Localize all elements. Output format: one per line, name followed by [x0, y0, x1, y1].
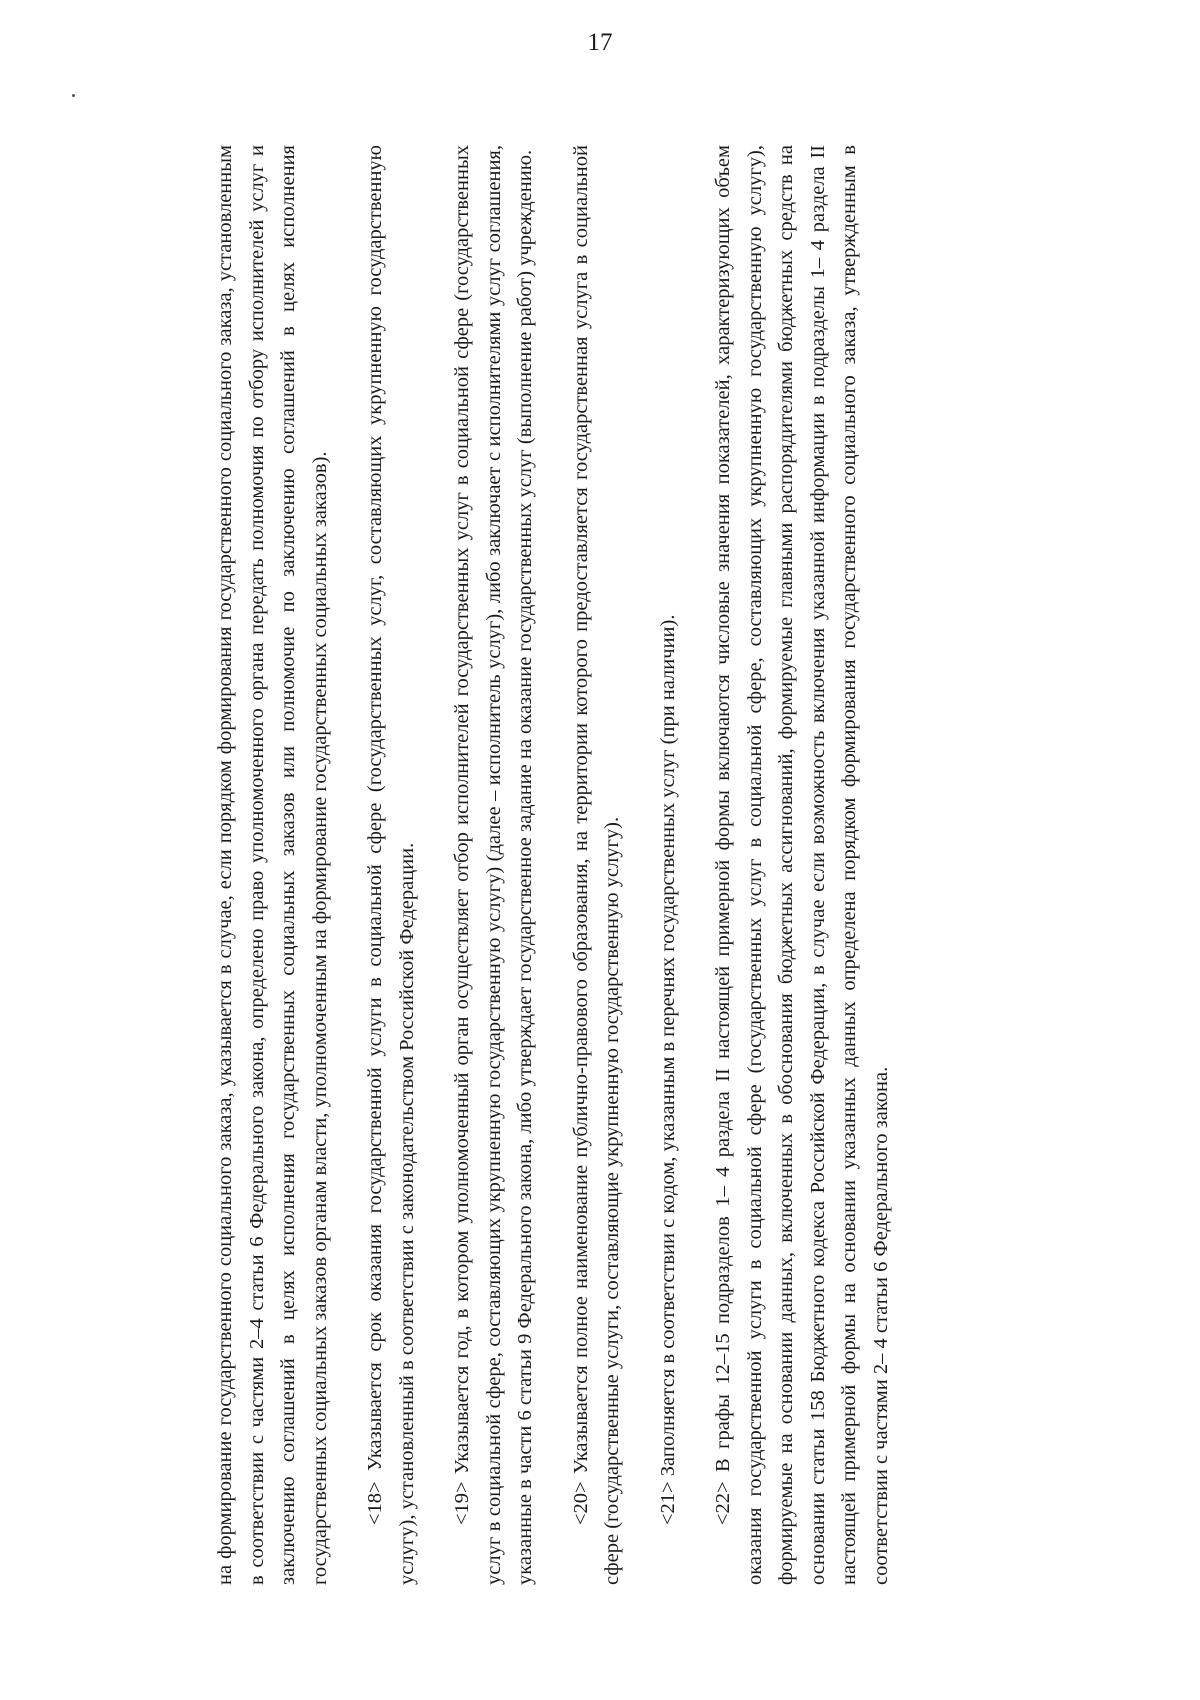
- page-number: 17: [587, 29, 613, 56]
- scan-speck: [72, 94, 75, 97]
- paragraph-continuation: на формирование государственного социального заказа, указывается в случае, если порядком формирования государственного социального заказа, установленным в соответствии с частями 2–4 статьи 6 Федерального закона, определено право уполномоченного органа передать полномочия по отбору исполнителей услуг и заключению соглашений в целях исполнения государственных социальных заказов или полномочие по заключению соглашений в целях исполнения государственных социальных заказов органам власти, уполномоченным на формирование государственных социальных заказов).: [214, 145, 331, 1585]
- footnote-19: <19> Указывается год, в котором уполномоченный орган осуществляет отбор исполнителей государственных услуг в социальной сфере (государственных услуг в социальной сфере, составляющих укрупненную государственную услугу) (далее – исполнитель услуг), либо заключает с исполнителями услуг соглашения, указанные в части 6 статьи 9 Федерального закона, либо утверждает государственное задание на оказание государственных услуг (выполнение работ) учреждению.: [451, 145, 536, 1585]
- footnote-22: <22> В графы 12–15 подразделов 1– 4 раздела II настоящей примерной формы включаются числовые значения показателей, характеризующих объем оказания государственной услуги в социальной сфере (государственных услуг в социальной сфере, составляющих укрупненную государственную услугу), формируемые на основании данных, включенных в обоснования бюджетных ассигнований, формируемые главными распорядителями бюджетных средств на основании статьи 158 Бюджетного кодекса Российской Федерации, в случае если возможность включения указанной информации в подразделы 1– 4 раздела II настоящей примерной формы на основании указанных данных определена порядком формирования государственного социального заказа, утвержденным в соответствии с частями 2– 4 статьи 6 Федерального закона.: [712, 145, 892, 1585]
- footnote-18: <18> Указывается срок оказания государственной услуги в социальной сфере (государственных услуг, составляющих укрупненную государственную услугу), установленный в соответствии с законодательством Российской Федерации.: [364, 145, 418, 1585]
- rotated-text-region: [210, 145, 921, 1585]
- footnote-21: <21> Заполняется в соответствии с кодом, указанным в перечнях государственных услуг (при наличии).: [656, 614, 679, 1525]
- footnote-20: <20> Указывается полное наименование публично-правового образования, на территории которого предоставляется государственная услуга в социальной сфере (государственные услуги, составляющие укрупненную государственную услугу).: [569, 145, 623, 1585]
- footnotes-text: [210, 145, 897, 1585]
